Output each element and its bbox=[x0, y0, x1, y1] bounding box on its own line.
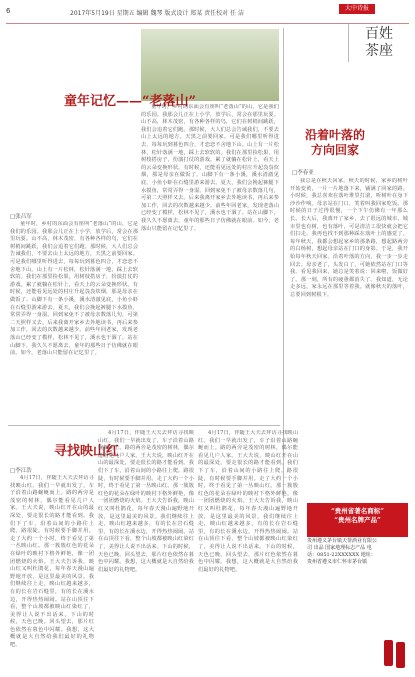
newspaper-logo: 大中诗报 bbox=[339, 4, 375, 14]
column-rule bbox=[283, 28, 284, 498]
article1-body-col2 bbox=[141, 104, 279, 420]
article2-title-line1: 沿着叶落的 bbox=[304, 128, 365, 142]
article3-title: 寻找映山红 bbox=[54, 444, 120, 459]
article2-body: 我总是在秋天回家。秋天的时候，家乡的树叶开始变黄，一片一片地落下来，铺满了回家的路。小时候，我总喜欢在落叶堆里打滚，听树叶在身下沙沙作响。母亲站在门口，笑着叫我回家吃饭。那时候的日子过得很慢，一个下午仿佛有一年那么长。长大后，我离开了家乡，去了很远的城市。城市里也有树，也有落叶，可是清洁工很快就会把它们扫走，我再也找不到那种踩在落叶上的感觉了。每年秋天，我都会想起家乡的那条路，想起路两旁的白杨树，想起母亲站在门口的身影。于是，我开始每年秋天回家。沿着叶落的方向，我一步一步走回去。母亲老了，头发白了，可她依然站在门口等我。看见我回来，她总是笑着说：回来啦，饭做好了。那一刻，所有的疲惫都消失了。我知道，无论走多远，家永远在那里等着我。就像秋天的落叶，总要回到树根下。 bbox=[290, 178, 408, 298]
article3-body-cont: 4月17日，伴随王大夫去拜访寻找映山红。我们一早就出发了，车子沿着山路蜿蜒而上。路的两旁是茂密的树林，偶尔能看见几户人家。王大夫说，映山红开在山的最深处，要走很长的路才能看到。我们下了车，沿着山间的小路往上爬。路很陡，有时候要手脚并用。走了大约一个小时，终于看见了第一丛映山红。那一簇簇红色的花朵在绿叶的映衬下格外鲜艳，像一团团燃烧的火焰。王大夫告诉我，映山红又叫杜鹃花，每年春天漫山遍野地开放，是这里最美的风景。我们继续往上走，映山红越来越多，有的长在岩石缝里，有的长在溪水边，开得热热闹闹。站在山顶往下看，整个山坡都被映山红染红了，美得让人说不出话来。下山的时候，天色已晚。回头望去，那片红色依然在暮色中闪耀。我想，这大概就是大自然给我们最好的礼物吧。 bbox=[98, 430, 194, 573]
article2-body-col bbox=[290, 178, 408, 496]
header-meta: 2017年5月19日 星期五 编辑 魏琴 版式设计 郑某 责任校对 任 洁 bbox=[70, 10, 244, 17]
section-line2: 茶座 bbox=[365, 43, 393, 59]
article2-author: □李春亚 bbox=[292, 170, 314, 176]
article1-title: 童年记忆——“老落山” bbox=[64, 94, 196, 109]
page-number: 6 bbox=[6, 7, 11, 15]
bottle-icon bbox=[384, 640, 393, 666]
article1-body-col1 bbox=[10, 221, 138, 417]
article3-body: 4月17日，伴随王大夫去拜访寻找映山红。我们一早就出发了，车子沿着山路蜿蜒而上。路的两旁是茂密的树林，偶尔能看见几户人家。王大夫说，映山红开在山的最深处，要走很长的路才能看到。我们下了车，沿着山间的小路往上爬。路很陡，有时候要手脚并用。走了大约一个小时，终于看见了第一丛映山红。那一簇簇红色的花朵在绿叶的映衬下格外鲜艳，像一团团燃烧的火焰。王大夫告诉我，映山红又叫杜鹃花，每年春天漫山遍野地开放，是这里最美的风景。我们继续往上走，映山红越来越多，有的长在岩石缝里，有的长在溪水边，开得热热闹闹。站在山顶往下看，整个山坡都被映山红染红了，美得让人说不出话来。下山的时候，天色已晚。回头望去，那片红色依然在暮色中闪耀。我想，这大概就是大自然给我们最好的礼物吧。 bbox=[10, 475, 94, 649]
ad-line1: “贵州省著名商标” bbox=[331, 507, 384, 515]
section-name bbox=[351, 26, 407, 60]
ad-info: 贵州遵义茅台镇天帮酒业有限公司 出品 国家地理标志产品 电话：0851-22XXXXXX 地址：贵州省遵义市仁怀市茅台镇 bbox=[307, 538, 378, 565]
bottle-icon bbox=[396, 642, 405, 668]
advertisement-banner bbox=[307, 503, 408, 537]
article1-body-cont: 童年时，乡村的东面会有座叫“老落山”的山，它是我们的乐园。我那会儿正在上小学，放学后，常会在那里玩耍。山不高，林木茂密，有各种各样的鸟，它们在树梢间跳跃，我们会追着它们跑。那时候，大人们总会告诫我们，不要去山上太远的地方，天黑之前要回家。可是我们哪里听得进去，每每玩到暮色四合，才恋恋不舍地下山。山上有一片松林，松针落满一地，踩上去软软的。我们在那里捡松果，用树枝搭房子，扮演打仗的游戏。累了就躺在松针上，看天上的云朵变换形状。有时候，还能看见远处的村庄升起袅袅炊烟，那是母亲在做饭了。山脚下有一条小溪，溪水清澈见底，小鱼小虾在石缝里游来游去。夏天，我们会挽起裤腿下水摸鱼，常常弄得一身湿。回到家免不了被母亲数落几句，可第二天照样又去。后来我离开家乡去外地读书，再后来参加工作，回去的次数越来越少。前些年回老家，发现老落山已经变了模样，松林不见了，溪水也干涸了。站在山脚下，我久久不愿离去，童年的那些日子仿佛就在眼前。如今，老落山只能留在记忆里了。 bbox=[141, 104, 279, 232]
article3-body-col3 bbox=[198, 430, 298, 671]
article1-author: □张吕军 bbox=[10, 214, 32, 220]
section-rule bbox=[8, 425, 280, 426]
article3-body-col2 bbox=[98, 430, 194, 671]
article3-body-cont2: 4月17日，伴随王大夫去拜访寻找映山红。我们一早就出发了，车子沿着山路蜿蜒而上。路的两旁是茂密的树林，偶尔能看见几户人家。王大夫说，映山红开在山的最深处，要走很长的路才能看到。我们下了车，沿着山间的小路往上爬。路很陡，有时候要手脚并用。走了大约一个小时，终于看见了第一丛映山红。那一簇簇红色的花朵在绿叶的映衬下格外鲜艳，像一团团燃烧的火焰。王大夫告诉我，映山红又叫杜鹃花，每年春天漫山遍野地开放，是这里最美的风景。我们继续往上走，映山红越来越多，有的长在岩石缝里，有的长在溪水边，开得热热闹闹。站在山顶往下看，整个山坡都被映山红染红了，美得让人说不出话来。下山的时候，天色已晚。回头望去，那片红色依然在暮色中闪耀。我想，这大概就是大自然给我们最好的礼物吧。 bbox=[198, 430, 298, 573]
article1-body: 童年时，乡村的东面会有座叫“老落山”的山，它是我们的乐园。我那会儿正在上小学，放学后，常会在那里玩耍。山不高，林木茂密，有各种各样的鸟，它们在树梢间跳跃，我们会追着它们跑。那时候，大人们总会告诫我们，不要去山上太远的地方，天黑之前要回家。可是我们哪里听得进去，每每玩到暮色四合，才恋恋不舍地下山。山上有一片松林，松针落满一地，踩上去软软的。我们在那里捡松果，用树枝搭房子，扮演打仗的游戏。累了就躺在松针上，看天上的云朵变换形状。有时候，还能看见远处的村庄升起袅袅炊烟，那是母亲在做饭了。山脚下有一条小溪，溪水清澈见底，小鱼小虾在石缝里游来游去。夏天，我们会挽起裤腿下水摸鱼，常常弄得一身湿。回到家免不了被母亲数落几句，可第二天照样又去。后来我离开家乡去外地读书，再后来参加工作，回去的次数越来越少。前些年回老家，发现老落山已经变了模样，松林不见了，溪水也干涸了。站在山脚下，我久久不愿离去，童年的那些日子仿佛就在眼前。如今，老落山只能留在记忆里了。 bbox=[10, 221, 138, 357]
article2-title-line2: 方向回家 bbox=[310, 143, 359, 157]
article3-author: □李江浩 bbox=[10, 468, 32, 474]
section-line1: 百姓 bbox=[365, 26, 393, 42]
article2-title bbox=[286, 128, 384, 158]
ad-line2: “贵州名牌产品” bbox=[334, 516, 381, 524]
article3-body-col1 bbox=[10, 475, 94, 671]
header-rule bbox=[6, 23, 409, 24]
